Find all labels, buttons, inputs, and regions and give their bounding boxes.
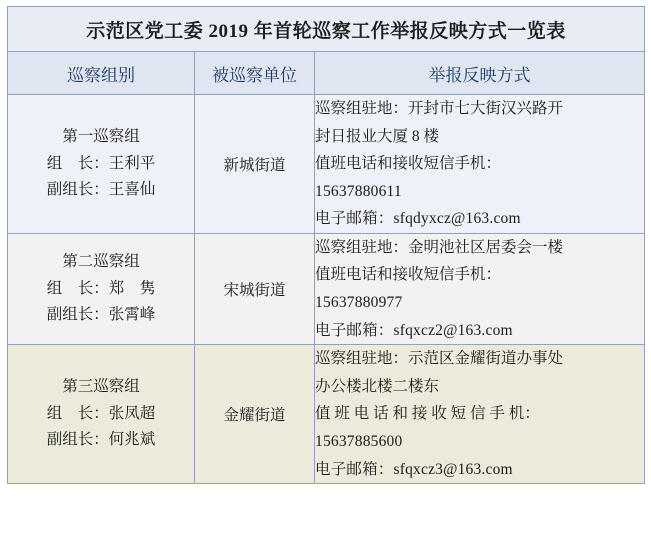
group-leader: 组 长：张凤超 xyxy=(46,404,156,422)
group-cell xyxy=(8,233,195,344)
group-deputy-leader: 副组长：何兆斌 xyxy=(46,431,156,449)
contact-address-line: 办公楼北楼二楼东 xyxy=(315,377,440,395)
page-title: 示范区党工委 2019 年首轮巡察工作举报反映方式一览表 xyxy=(86,20,566,42)
contact-phone-number: 15637885600 xyxy=(315,432,403,450)
group-cell xyxy=(8,95,195,234)
contact-phone-number: 15637880611 xyxy=(315,182,402,200)
group-deputy-leader: 副组长：张霄峰 xyxy=(46,306,156,324)
unit-name: 新城街道 xyxy=(223,156,286,174)
group-cell xyxy=(8,345,195,484)
unit-cell xyxy=(195,233,315,344)
notice-table xyxy=(7,6,645,484)
table-title-cell xyxy=(8,7,645,52)
contact-cell xyxy=(315,95,645,234)
contact-address-line: 巡察组驻地：开封市七大街汉兴路开 xyxy=(315,100,564,117)
table-row xyxy=(8,95,645,234)
unit-name: 宋城街道 xyxy=(223,282,286,300)
table-row xyxy=(8,345,645,484)
document-page xyxy=(0,6,651,541)
contact-email: 电子邮箱：sfqxcz2@163.com xyxy=(315,321,513,339)
column-header-contact: 举报反映方式 xyxy=(315,52,645,95)
group-name: 第三巡察组 xyxy=(62,378,140,396)
column-header-group: 巡察组别 xyxy=(8,52,195,95)
unit-cell xyxy=(195,95,315,234)
contact-phone-label: 值 班 电 话 和 接 收 短 信 手 机： xyxy=(315,405,540,423)
contact-address-line: 巡察组驻地：金明池社区居委会一楼 xyxy=(315,238,564,256)
group-name: 第二巡察组 xyxy=(62,253,140,271)
contact-cell xyxy=(315,345,645,484)
unit-name: 金耀街道 xyxy=(223,407,286,425)
group-leader: 组 长：王利平 xyxy=(46,154,156,172)
contact-cell xyxy=(315,233,645,344)
contact-email: 电子邮箱：sfqdyxcz@163.com xyxy=(315,210,521,228)
contact-phone-label: 值班电话和接收短信手机： xyxy=(315,155,502,173)
contact-address-line: 封日报业大厦 8 楼 xyxy=(315,127,440,145)
table-row xyxy=(8,233,645,344)
group-deputy-leader: 副组长：王喜仙 xyxy=(46,181,156,199)
contact-address-line: 巡察组驻地：示范区金耀街道办事处 xyxy=(315,350,564,368)
group-name: 第一巡察组 xyxy=(62,127,140,145)
contact-phone-label: 值班电话和接收短信手机： xyxy=(315,266,502,284)
group-leader: 组 长：郑 隽 xyxy=(46,279,156,297)
contact-phone-number: 15637880977 xyxy=(315,294,403,312)
table-title-row xyxy=(8,7,645,52)
column-header-unit: 被巡察单位 xyxy=(195,52,315,95)
contact-email: 电子邮箱：sfqxcz3@163.com xyxy=(315,460,513,478)
table-header-row xyxy=(8,52,645,95)
unit-cell xyxy=(195,345,315,484)
